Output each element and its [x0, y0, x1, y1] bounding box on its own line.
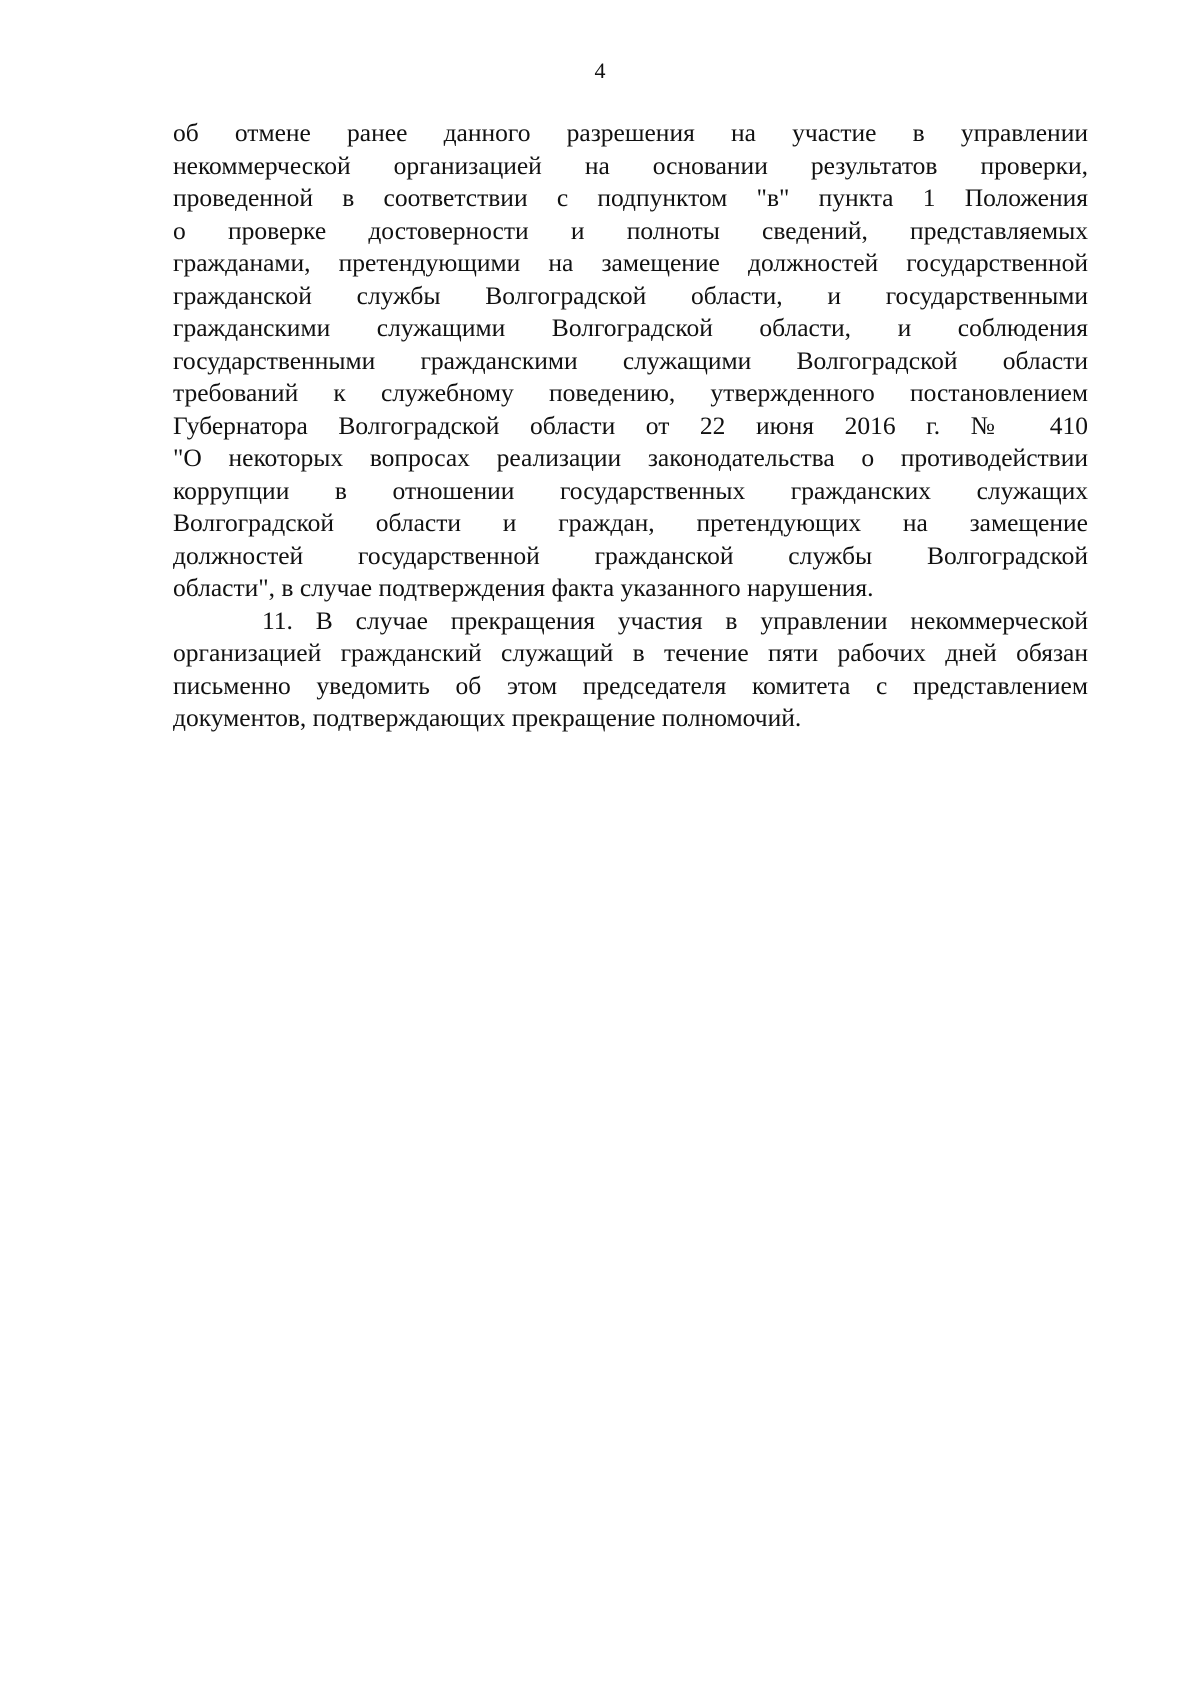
text-line: требований к служебному поведению, утвержденного постановлением	[173, 378, 1088, 407]
text-line: об отмене ранее данного разрешения на участие в управлении	[173, 118, 1088, 147]
text-line: гражданскими служащими Волгоградской области, и соблюдения	[173, 313, 1088, 342]
paragraph-continuation	[173, 117, 1088, 605]
page-number: 4	[594, 58, 606, 83]
text-line: должностей государственной гражданской службы Волгоградской	[173, 540, 1088, 570]
text-line: гражданами, претендующими на замещение должностей государственной	[173, 248, 1088, 277]
text-line: области", в случае подтверждения факта указанного нарушения.	[173, 573, 874, 602]
text-line: о проверке достоверности и полноты сведений, представляемых	[173, 215, 1088, 245]
text-line: Губернатора Волгоградской области от 22 июня 2016 г. № 410	[173, 410, 1088, 440]
text-line: государственными гражданскими служащими Волгоградской области	[173, 345, 1088, 375]
text-line: 11. В случае прекращения участия в управлении некоммерческой	[262, 605, 1088, 635]
paragraph-item-11	[173, 605, 1088, 735]
text-line: проведенной в соответствии с подпунктом "в" пункта 1 Положения	[173, 183, 1088, 212]
text-line: некоммерческой организацией на основании результатов проверки,	[173, 150, 1088, 180]
text-line: документов, подтверждающих прекращение полномочий.	[173, 703, 802, 732]
text-line: "О некоторых вопросах реализации законодательства о противодействии	[173, 443, 1088, 472]
text-line: Волгоградской области и граждан, претендующих на замещение	[173, 508, 1088, 537]
text-line: письменно уведомить об этом председателя комитета с представлением	[173, 670, 1088, 700]
document-body	[173, 117, 1088, 735]
text-line: коррупции в отношении государственных гражданских служащих	[173, 475, 1088, 505]
text-line: гражданской службы Волгоградской области, и государственными	[173, 280, 1088, 310]
text-line: организацией гражданский служащий в течение пяти рабочих дней обязан	[173, 638, 1088, 667]
